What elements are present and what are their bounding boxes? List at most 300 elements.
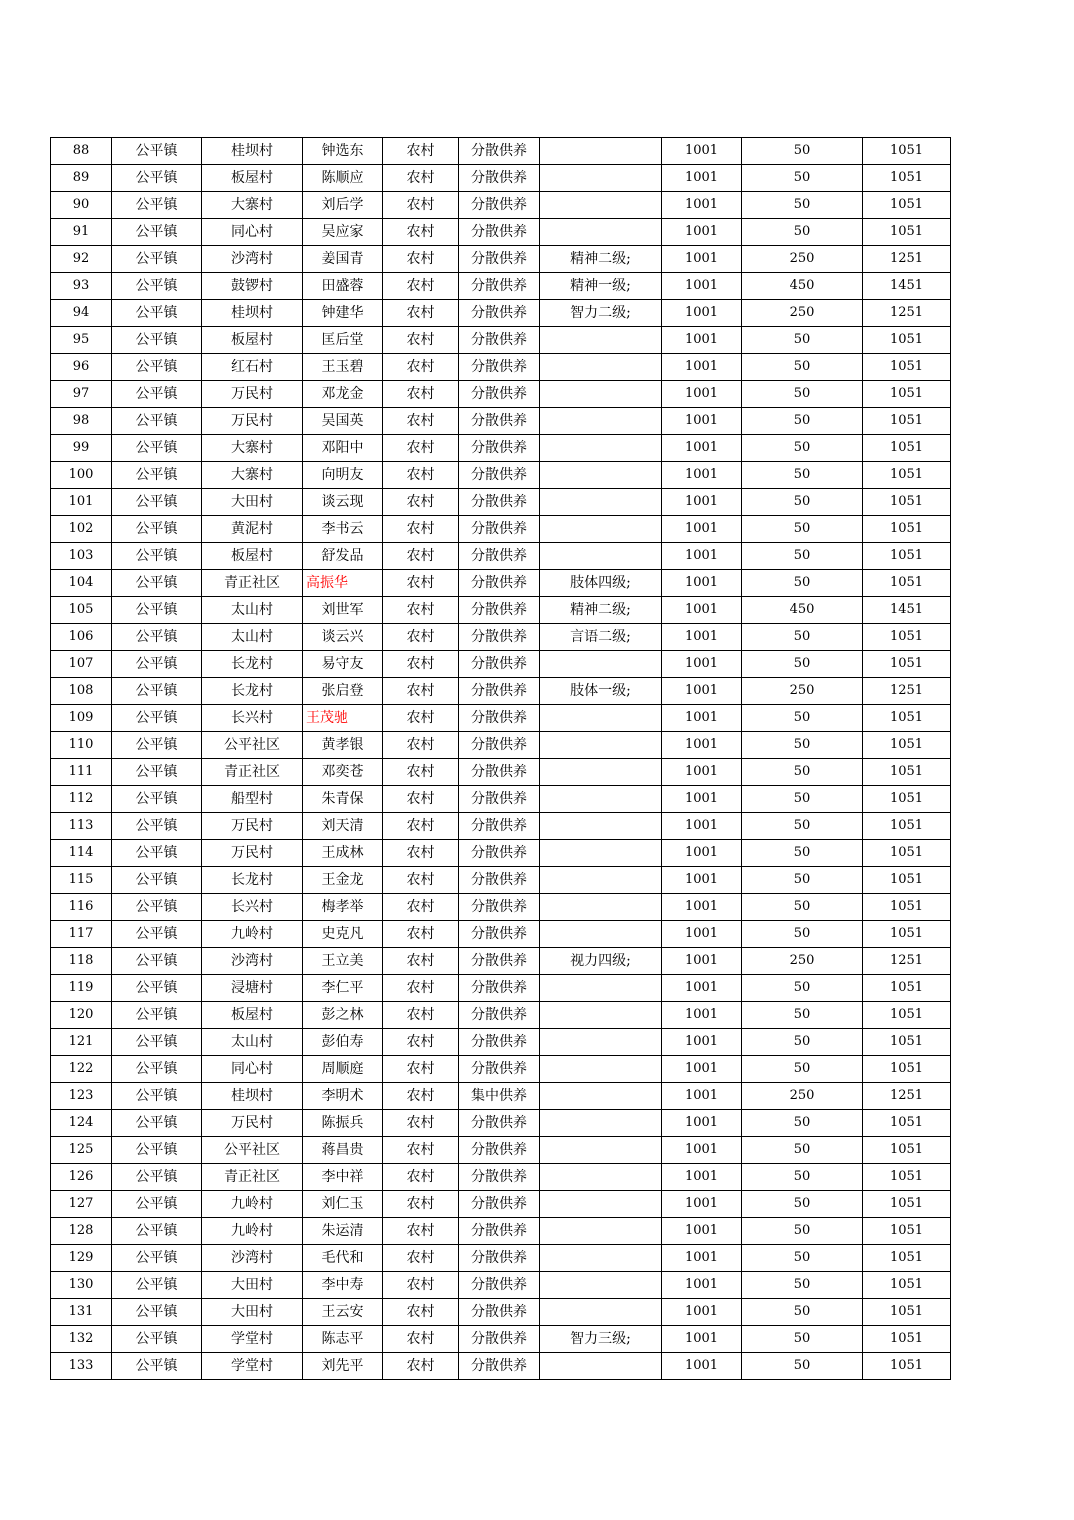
cell-index: 120 bbox=[51, 1002, 112, 1029]
cell-village: 红石村 bbox=[202, 354, 303, 381]
cell-extra-amount: 50 bbox=[742, 192, 863, 219]
cell-index: 101 bbox=[51, 489, 112, 516]
cell-extra-amount: 250 bbox=[742, 246, 863, 273]
cell-extra-amount: 50 bbox=[742, 1245, 863, 1272]
table-row bbox=[51, 705, 951, 732]
cell-village: 万民村 bbox=[202, 1110, 303, 1137]
cell-support-type: 分散供养 bbox=[459, 1218, 540, 1245]
cell-index: 118 bbox=[51, 948, 112, 975]
cell-disability bbox=[540, 1245, 662, 1272]
cell-support-type: 分散供养 bbox=[459, 1029, 540, 1056]
cell-town: 公平镇 bbox=[112, 1164, 202, 1191]
cell-area-type: 农村 bbox=[383, 975, 459, 1002]
cell-index: 102 bbox=[51, 516, 112, 543]
cell-total-amount: 1251 bbox=[863, 678, 951, 705]
cell-extra-amount: 50 bbox=[742, 435, 863, 462]
cell-name: 邓奕苍 bbox=[303, 759, 383, 786]
cell-total-amount: 1051 bbox=[863, 705, 951, 732]
cell-support-type: 分散供养 bbox=[459, 462, 540, 489]
cell-village: 学堂村 bbox=[202, 1353, 303, 1380]
cell-index: 93 bbox=[51, 273, 112, 300]
cell-total-amount: 1451 bbox=[863, 273, 951, 300]
cell-index: 99 bbox=[51, 435, 112, 462]
cell-total-amount: 1051 bbox=[863, 624, 951, 651]
table-row bbox=[51, 975, 951, 1002]
cell-disability bbox=[540, 354, 662, 381]
table-row bbox=[51, 840, 951, 867]
cell-town: 公平镇 bbox=[112, 462, 202, 489]
cell-support-type: 分散供养 bbox=[459, 1002, 540, 1029]
cell-disability: 视力四级; bbox=[540, 948, 662, 975]
cell-index: 111 bbox=[51, 759, 112, 786]
cell-index: 109 bbox=[51, 705, 112, 732]
cell-base-amount: 1001 bbox=[662, 570, 742, 597]
cell-support-type: 分散供养 bbox=[459, 1299, 540, 1326]
cell-disability bbox=[540, 786, 662, 813]
cell-support-type: 分散供养 bbox=[459, 381, 540, 408]
table-row bbox=[51, 219, 951, 246]
cell-extra-amount: 50 bbox=[742, 543, 863, 570]
cell-support-type: 分散供养 bbox=[459, 624, 540, 651]
cell-name: 李明术 bbox=[303, 1083, 383, 1110]
cell-disability bbox=[540, 894, 662, 921]
cell-base-amount: 1001 bbox=[662, 1245, 742, 1272]
cell-index: 132 bbox=[51, 1326, 112, 1353]
table-row bbox=[51, 1191, 951, 1218]
cell-village: 同心村 bbox=[202, 1056, 303, 1083]
cell-extra-amount: 50 bbox=[742, 1002, 863, 1029]
cell-total-amount: 1051 bbox=[863, 543, 951, 570]
cell-disability: 精神二级; bbox=[540, 597, 662, 624]
cell-name: 李仁平 bbox=[303, 975, 383, 1002]
cell-total-amount: 1051 bbox=[863, 1137, 951, 1164]
cell-village: 长龙村 bbox=[202, 678, 303, 705]
cell-name: 李书云 bbox=[303, 516, 383, 543]
cell-support-type: 分散供养 bbox=[459, 948, 540, 975]
cell-town: 公平镇 bbox=[112, 1299, 202, 1326]
cell-town: 公平镇 bbox=[112, 381, 202, 408]
cell-base-amount: 1001 bbox=[662, 300, 742, 327]
cell-disability bbox=[540, 1191, 662, 1218]
cell-area-type: 农村 bbox=[383, 597, 459, 624]
cell-total-amount: 1051 bbox=[863, 1353, 951, 1380]
cell-name: 钟建华 bbox=[303, 300, 383, 327]
cell-village: 大田村 bbox=[202, 1272, 303, 1299]
cell-town: 公平镇 bbox=[112, 1272, 202, 1299]
cell-support-type: 分散供养 bbox=[459, 1326, 540, 1353]
cell-total-amount: 1051 bbox=[863, 1218, 951, 1245]
cell-index: 110 bbox=[51, 732, 112, 759]
cell-village: 九岭村 bbox=[202, 1218, 303, 1245]
table-row bbox=[51, 651, 951, 678]
cell-area-type: 农村 bbox=[383, 489, 459, 516]
cell-name: 陈志平 bbox=[303, 1326, 383, 1353]
cell-disability bbox=[540, 813, 662, 840]
cell-total-amount: 1051 bbox=[863, 732, 951, 759]
cell-town: 公平镇 bbox=[112, 192, 202, 219]
table-row bbox=[51, 948, 951, 975]
cell-total-amount: 1051 bbox=[863, 165, 951, 192]
cell-town: 公平镇 bbox=[112, 1137, 202, 1164]
cell-town: 公平镇 bbox=[112, 570, 202, 597]
cell-town: 公平镇 bbox=[112, 165, 202, 192]
cell-area-type: 农村 bbox=[383, 921, 459, 948]
cell-total-amount: 1051 bbox=[863, 516, 951, 543]
cell-town: 公平镇 bbox=[112, 138, 202, 165]
cell-extra-amount: 50 bbox=[742, 975, 863, 1002]
table-row bbox=[51, 408, 951, 435]
cell-disability bbox=[540, 219, 662, 246]
cell-index: 105 bbox=[51, 597, 112, 624]
cell-base-amount: 1001 bbox=[662, 1110, 742, 1137]
cell-disability bbox=[540, 759, 662, 786]
cell-village: 长龙村 bbox=[202, 867, 303, 894]
cell-village: 公平社区 bbox=[202, 1137, 303, 1164]
cell-index: 103 bbox=[51, 543, 112, 570]
cell-total-amount: 1251 bbox=[863, 948, 951, 975]
cell-area-type: 农村 bbox=[383, 759, 459, 786]
cell-extra-amount: 50 bbox=[742, 408, 863, 435]
cell-area-type: 农村 bbox=[383, 651, 459, 678]
cell-village: 黄泥村 bbox=[202, 516, 303, 543]
cell-area-type: 农村 bbox=[383, 1245, 459, 1272]
cell-support-type: 分散供养 bbox=[459, 786, 540, 813]
cell-index: 91 bbox=[51, 219, 112, 246]
cell-disability bbox=[540, 408, 662, 435]
cell-village: 青正社区 bbox=[202, 759, 303, 786]
cell-index: 114 bbox=[51, 840, 112, 867]
cell-index: 98 bbox=[51, 408, 112, 435]
cell-disability bbox=[540, 543, 662, 570]
cell-base-amount: 1001 bbox=[662, 759, 742, 786]
table-row bbox=[51, 1353, 951, 1380]
cell-base-amount: 1001 bbox=[662, 840, 742, 867]
cell-area-type: 农村 bbox=[383, 1191, 459, 1218]
cell-index: 130 bbox=[51, 1272, 112, 1299]
cell-name: 吴应家 bbox=[303, 219, 383, 246]
cell-base-amount: 1001 bbox=[662, 273, 742, 300]
cell-support-type: 分散供养 bbox=[459, 1272, 540, 1299]
cell-extra-amount: 50 bbox=[742, 516, 863, 543]
cell-extra-amount: 50 bbox=[742, 921, 863, 948]
cell-extra-amount: 50 bbox=[742, 165, 863, 192]
table-row bbox=[51, 354, 951, 381]
cell-area-type: 农村 bbox=[383, 678, 459, 705]
cell-village: 沙湾村 bbox=[202, 1245, 303, 1272]
table-row bbox=[51, 759, 951, 786]
cell-name: 刘世军 bbox=[303, 597, 383, 624]
cell-town: 公平镇 bbox=[112, 408, 202, 435]
cell-support-type: 分散供养 bbox=[459, 1056, 540, 1083]
cell-extra-amount: 50 bbox=[742, 354, 863, 381]
cell-area-type: 农村 bbox=[383, 867, 459, 894]
cell-name: 史克凡 bbox=[303, 921, 383, 948]
cell-extra-amount: 50 bbox=[742, 1272, 863, 1299]
cell-total-amount: 1051 bbox=[863, 651, 951, 678]
cell-base-amount: 1001 bbox=[662, 246, 742, 273]
cell-area-type: 农村 bbox=[383, 732, 459, 759]
cell-support-type: 分散供养 bbox=[459, 570, 540, 597]
table-row bbox=[51, 786, 951, 813]
cell-village: 太山村 bbox=[202, 1029, 303, 1056]
cell-support-type: 分散供养 bbox=[459, 300, 540, 327]
cell-extra-amount: 50 bbox=[742, 624, 863, 651]
cell-disability bbox=[540, 1218, 662, 1245]
cell-name: 田盛蓉 bbox=[303, 273, 383, 300]
cell-base-amount: 1001 bbox=[662, 543, 742, 570]
cell-area-type: 农村 bbox=[383, 705, 459, 732]
cell-area-type: 农村 bbox=[383, 624, 459, 651]
cell-name: 刘先平 bbox=[303, 1353, 383, 1380]
cell-name: 刘天清 bbox=[303, 813, 383, 840]
cell-area-type: 农村 bbox=[383, 327, 459, 354]
cell-index: 116 bbox=[51, 894, 112, 921]
cell-extra-amount: 50 bbox=[742, 1326, 863, 1353]
cell-support-type: 分散供养 bbox=[459, 975, 540, 1002]
table-row bbox=[51, 732, 951, 759]
cell-index: 96 bbox=[51, 354, 112, 381]
cell-index: 92 bbox=[51, 246, 112, 273]
cell-town: 公平镇 bbox=[112, 1245, 202, 1272]
cell-total-amount: 1051 bbox=[863, 489, 951, 516]
cell-total-amount: 1251 bbox=[863, 246, 951, 273]
cell-extra-amount: 50 bbox=[742, 759, 863, 786]
cell-village: 大田村 bbox=[202, 1299, 303, 1326]
cell-village: 青正社区 bbox=[202, 1164, 303, 1191]
table-row bbox=[51, 1029, 951, 1056]
cell-base-amount: 1001 bbox=[662, 489, 742, 516]
cell-total-amount: 1051 bbox=[863, 1299, 951, 1326]
cell-village: 太山村 bbox=[202, 597, 303, 624]
cell-base-amount: 1001 bbox=[662, 786, 742, 813]
cell-support-type: 分散供养 bbox=[459, 867, 540, 894]
cell-town: 公平镇 bbox=[112, 1029, 202, 1056]
cell-area-type: 农村 bbox=[383, 219, 459, 246]
cell-extra-amount: 50 bbox=[742, 813, 863, 840]
table-row bbox=[51, 597, 951, 624]
cell-town: 公平镇 bbox=[112, 1218, 202, 1245]
cell-name: 王茂驰 bbox=[303, 705, 383, 732]
cell-extra-amount: 250 bbox=[742, 678, 863, 705]
cell-extra-amount: 50 bbox=[742, 651, 863, 678]
table-row bbox=[51, 327, 951, 354]
cell-area-type: 农村 bbox=[383, 462, 459, 489]
cell-disability bbox=[540, 651, 662, 678]
cell-total-amount: 1051 bbox=[863, 921, 951, 948]
cell-support-type: 分散供养 bbox=[459, 246, 540, 273]
cell-name: 吴国英 bbox=[303, 408, 383, 435]
cell-area-type: 农村 bbox=[383, 408, 459, 435]
cell-area-type: 农村 bbox=[383, 300, 459, 327]
cell-name: 李中寿 bbox=[303, 1272, 383, 1299]
cell-extra-amount: 50 bbox=[742, 1056, 863, 1083]
cell-base-amount: 1001 bbox=[662, 219, 742, 246]
table-row bbox=[51, 1299, 951, 1326]
cell-name: 梅孝举 bbox=[303, 894, 383, 921]
cell-disability bbox=[540, 381, 662, 408]
table-row bbox=[51, 462, 951, 489]
table-row bbox=[51, 516, 951, 543]
cell-disability: 肢体一级; bbox=[540, 678, 662, 705]
cell-name: 谈云现 bbox=[303, 489, 383, 516]
cell-index: 128 bbox=[51, 1218, 112, 1245]
cell-support-type: 分散供养 bbox=[459, 651, 540, 678]
cell-village: 长兴村 bbox=[202, 894, 303, 921]
cell-support-type: 分散供养 bbox=[459, 732, 540, 759]
cell-village: 板屋村 bbox=[202, 165, 303, 192]
cell-extra-amount: 50 bbox=[742, 1137, 863, 1164]
cell-base-amount: 1001 bbox=[662, 732, 742, 759]
cell-area-type: 农村 bbox=[383, 1164, 459, 1191]
cell-town: 公平镇 bbox=[112, 1353, 202, 1380]
cell-name: 匡后堂 bbox=[303, 327, 383, 354]
cell-disability bbox=[540, 138, 662, 165]
cell-support-type: 分散供养 bbox=[459, 840, 540, 867]
cell-village: 桂坝村 bbox=[202, 1083, 303, 1110]
cell-base-amount: 1001 bbox=[662, 462, 742, 489]
cell-area-type: 农村 bbox=[383, 1002, 459, 1029]
cell-area-type: 农村 bbox=[383, 840, 459, 867]
cell-name: 朱青保 bbox=[303, 786, 383, 813]
cell-village: 万民村 bbox=[202, 840, 303, 867]
cell-base-amount: 1001 bbox=[662, 1083, 742, 1110]
cell-name: 李中祥 bbox=[303, 1164, 383, 1191]
cell-index: 133 bbox=[51, 1353, 112, 1380]
cell-area-type: 农村 bbox=[383, 1083, 459, 1110]
cell-index: 117 bbox=[51, 921, 112, 948]
cell-total-amount: 1051 bbox=[863, 1029, 951, 1056]
cell-base-amount: 1001 bbox=[662, 1353, 742, 1380]
cell-name: 陈顺应 bbox=[303, 165, 383, 192]
cell-village: 大寨村 bbox=[202, 192, 303, 219]
cell-index: 126 bbox=[51, 1164, 112, 1191]
cell-support-type: 分散供养 bbox=[459, 1164, 540, 1191]
cell-name: 张启登 bbox=[303, 678, 383, 705]
cell-town: 公平镇 bbox=[112, 1326, 202, 1353]
cell-town: 公平镇 bbox=[112, 489, 202, 516]
cell-village: 板屋村 bbox=[202, 1002, 303, 1029]
cell-base-amount: 1001 bbox=[662, 435, 742, 462]
cell-extra-amount: 50 bbox=[742, 1299, 863, 1326]
cell-disability bbox=[540, 1137, 662, 1164]
cell-support-type: 分散供养 bbox=[459, 165, 540, 192]
cell-name: 王玉碧 bbox=[303, 354, 383, 381]
cell-base-amount: 1001 bbox=[662, 1137, 742, 1164]
cell-disability bbox=[540, 732, 662, 759]
cell-disability bbox=[540, 1299, 662, 1326]
cell-area-type: 农村 bbox=[383, 1218, 459, 1245]
cell-disability bbox=[540, 165, 662, 192]
cell-base-amount: 1001 bbox=[662, 867, 742, 894]
cell-index: 106 bbox=[51, 624, 112, 651]
cell-disability bbox=[540, 435, 662, 462]
table-row bbox=[51, 435, 951, 462]
cell-disability: 智力二级; bbox=[540, 300, 662, 327]
cell-total-amount: 1051 bbox=[863, 1002, 951, 1029]
cell-disability bbox=[540, 867, 662, 894]
cell-disability bbox=[540, 1353, 662, 1380]
cell-support-type: 分散供养 bbox=[459, 354, 540, 381]
cell-support-type: 分散供养 bbox=[459, 1110, 540, 1137]
cell-name: 舒发品 bbox=[303, 543, 383, 570]
cell-disability bbox=[540, 462, 662, 489]
cell-base-amount: 1001 bbox=[662, 597, 742, 624]
cell-index: 104 bbox=[51, 570, 112, 597]
table-row bbox=[51, 1218, 951, 1245]
cell-base-amount: 1001 bbox=[662, 1002, 742, 1029]
cell-extra-amount: 50 bbox=[742, 570, 863, 597]
cell-total-amount: 1051 bbox=[863, 975, 951, 1002]
cell-index: 129 bbox=[51, 1245, 112, 1272]
cell-town: 公平镇 bbox=[112, 1191, 202, 1218]
cell-area-type: 农村 bbox=[383, 786, 459, 813]
cell-disability: 精神二级; bbox=[540, 246, 662, 273]
cell-village: 板屋村 bbox=[202, 327, 303, 354]
cell-disability bbox=[540, 1083, 662, 1110]
cell-index: 107 bbox=[51, 651, 112, 678]
cell-extra-amount: 50 bbox=[742, 219, 863, 246]
cell-disability bbox=[540, 1002, 662, 1029]
cell-base-amount: 1001 bbox=[662, 138, 742, 165]
cell-base-amount: 1001 bbox=[662, 1056, 742, 1083]
cell-area-type: 农村 bbox=[383, 273, 459, 300]
table-row bbox=[51, 1110, 951, 1137]
cell-total-amount: 1051 bbox=[863, 1272, 951, 1299]
cell-area-type: 农村 bbox=[383, 192, 459, 219]
table-row bbox=[51, 138, 951, 165]
cell-support-type: 分散供养 bbox=[459, 219, 540, 246]
cell-base-amount: 1001 bbox=[662, 192, 742, 219]
cell-disability bbox=[540, 1272, 662, 1299]
cell-index: 88 bbox=[51, 138, 112, 165]
cell-extra-amount: 50 bbox=[742, 1164, 863, 1191]
cell-area-type: 农村 bbox=[383, 435, 459, 462]
cell-extra-amount: 50 bbox=[742, 381, 863, 408]
cell-total-amount: 1051 bbox=[863, 759, 951, 786]
cell-name: 刘仁玉 bbox=[303, 1191, 383, 1218]
cell-name: 朱运清 bbox=[303, 1218, 383, 1245]
cell-total-amount: 1051 bbox=[863, 462, 951, 489]
cell-total-amount: 1051 bbox=[863, 192, 951, 219]
cell-village: 浸塘村 bbox=[202, 975, 303, 1002]
table-row bbox=[51, 1164, 951, 1191]
cell-index: 89 bbox=[51, 165, 112, 192]
cell-town: 公平镇 bbox=[112, 624, 202, 651]
cell-total-amount: 1051 bbox=[863, 1056, 951, 1083]
cell-total-amount: 1251 bbox=[863, 1083, 951, 1110]
cell-base-amount: 1001 bbox=[662, 975, 742, 1002]
cell-support-type: 分散供养 bbox=[459, 813, 540, 840]
cell-total-amount: 1051 bbox=[863, 327, 951, 354]
cell-name: 陈振兵 bbox=[303, 1110, 383, 1137]
cell-base-amount: 1001 bbox=[662, 408, 742, 435]
table-row bbox=[51, 894, 951, 921]
cell-total-amount: 1451 bbox=[863, 597, 951, 624]
table-row bbox=[51, 381, 951, 408]
cell-support-type: 分散供养 bbox=[459, 1353, 540, 1380]
cell-town: 公平镇 bbox=[112, 435, 202, 462]
cell-total-amount: 1051 bbox=[863, 840, 951, 867]
table-row bbox=[51, 489, 951, 516]
data-table bbox=[50, 137, 951, 1380]
cell-base-amount: 1001 bbox=[662, 1272, 742, 1299]
cell-extra-amount: 250 bbox=[742, 300, 863, 327]
cell-town: 公平镇 bbox=[112, 921, 202, 948]
cell-name: 王金龙 bbox=[303, 867, 383, 894]
cell-village: 大寨村 bbox=[202, 435, 303, 462]
cell-support-type: 分散供养 bbox=[459, 273, 540, 300]
cell-total-amount: 1051 bbox=[863, 813, 951, 840]
